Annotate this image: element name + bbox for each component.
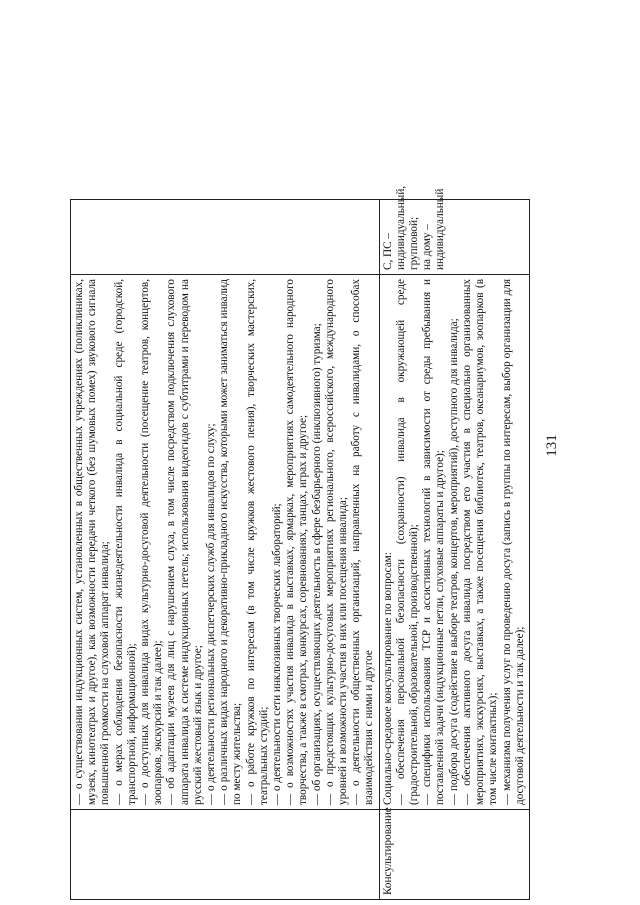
list-item: — о деятельности сети инклюзивных творческих лабораторий; bbox=[271, 503, 284, 805]
table-row bbox=[379, 200, 529, 900]
list-item: — обеспечения активного досуга инвалида посредством его участия в специально организованных мероприятиях, экскурсиях, выставках, а также посещения библиотек, театров, океанариумов, зоопарков (в том числе контактных); bbox=[460, 279, 500, 805]
rotated-table-frame bbox=[70, 185, 526, 900]
list-item: — о существовании индукционных систем, установленных в общественных учреждениях (поликлиниках, музеях, кинотеатрах и другое), как возможности передачи четкого (без шумовых помех) звукового сигнала повышенной громкости на слуховой аппарат инвалида; bbox=[73, 279, 112, 805]
list-item: — о деятельности общественных организаций, направленных на работу с инвалидами, о способах взаимодействия с ними и другое bbox=[350, 279, 376, 805]
section-heading: Социально-средовое консультирование по вопросам: bbox=[381, 552, 394, 805]
row1-content-cell bbox=[71, 275, 380, 810]
list-item: — о работе кружков по интересам (в том числе кружков жестового пения), творческих мастерских, театральных студий; bbox=[244, 279, 270, 805]
list-item: — о деятельности региональных диспетчерских служб для инвалидов по слуху; bbox=[205, 423, 218, 805]
row2-content-cell bbox=[379, 275, 529, 810]
services-table bbox=[70, 185, 530, 900]
list-item: — об организациях, осуществляющих деятельность в сфере безбарьерного (инклюзивного) туризма; bbox=[310, 323, 323, 805]
list-item: — подбора досуга (содействие в выборе театров, концертов, мероприятий), доступного для инвалида; bbox=[447, 318, 460, 805]
list-item: — о мерах соблюдения безопасности жизнедеятельности инвалида в социальной среде (городской, транспортной, информационной); bbox=[112, 279, 138, 805]
row1-forms-cell bbox=[71, 200, 380, 275]
list-item: — о доступных для инвалида видах культурно-досуговой деятельности (посещение театров, концертов, зоопарков, экскурсий и так далее); bbox=[139, 279, 165, 805]
list-item: — специфики использования ТСР и ассистивных технологий в зависимости от среды пребывания и поставленной задачи (индукционные петли, слуховые аппараты и другое); bbox=[421, 279, 447, 805]
list-item: — обеспечения персональной безопасности (сохранности) инвалида в окружающей среде (градостроительной, образовательной, производственной); bbox=[394, 279, 421, 805]
list-item: — о предстоящих культурно-досуговых мероприятиях регионального, всероссийского, международного уровней и возможности участия в них или посещения инвалида; bbox=[323, 279, 350, 805]
row1-label-cell bbox=[71, 810, 380, 900]
table-row bbox=[71, 200, 380, 900]
row2-forms-cell: С, ПС – индивидуальный, групповой; на дому – индивидуальный bbox=[379, 200, 529, 275]
list-item: — механизма получения услуг по проведению досуга (запись в группы по интересам, выбор организации для досуговой деятельности и так далее); bbox=[500, 279, 526, 805]
list-item: — об адаптации музеев для лиц с нарушением слуха, в том числе посредством подключения слухового аппарата инвалида к системе индукционных петель; использования видеогидов с субтитрами и переводом на русский жестовый язык и другое; bbox=[165, 279, 204, 805]
page-number: 131 bbox=[543, 434, 560, 457]
row2-label-cell: Консультирование bbox=[379, 810, 529, 900]
list-item: — о возможностях участия инвалида в выставках, ярмарках, мероприятиях самодеятельного народного творчества, а также в смотрах, конкурсах, соревнованиях, танцах, играх и другое; bbox=[284, 279, 310, 805]
list-item: — о различных видах народного и декоративно-прикладного искусства, которыми может заниматься инвалид по месту жительства; bbox=[218, 279, 244, 805]
